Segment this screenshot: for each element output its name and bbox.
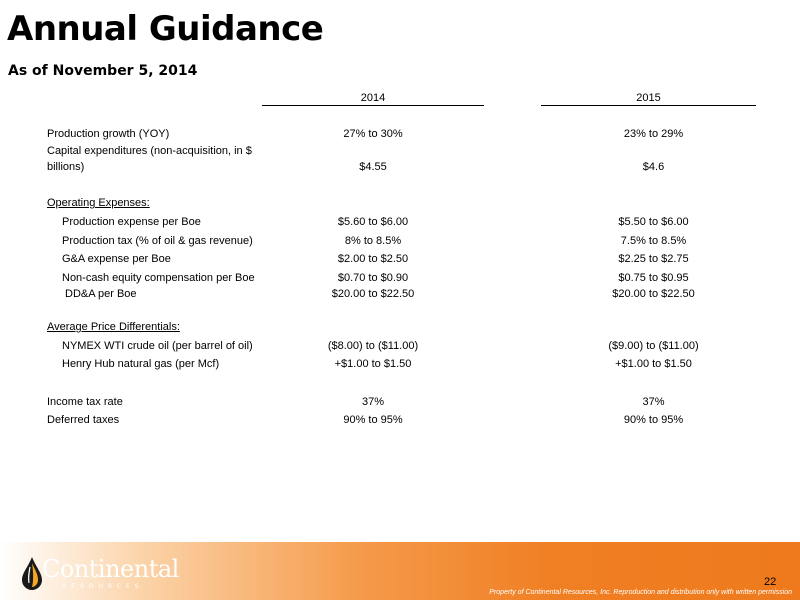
row-label: Production growth (YOY) bbox=[47, 128, 170, 140]
value-2014: ($8.00) to ($11.00) bbox=[327, 340, 419, 352]
row-label-continued: billions) bbox=[47, 161, 85, 173]
value-2015: $0.75 to $0.95 bbox=[618, 272, 689, 284]
value-2014: 27% to 30% bbox=[343, 128, 403, 140]
row-label: Henry Hub natural gas (per Mcf) bbox=[62, 358, 220, 370]
row-label: Capital expenditures (non-acquisition, in $ bbox=[47, 145, 252, 157]
value-2015: 23% to 29% bbox=[623, 128, 684, 140]
row-label: NYMEX WTI crude oil (per barrel of oil) bbox=[62, 340, 253, 352]
value-2014: $0.70 to $0.90 bbox=[337, 272, 409, 284]
value-2015: $4.6 bbox=[642, 161, 665, 173]
page-title: Annual Guidance bbox=[7, 9, 324, 49]
value-2014: $5.60 to $6.00 bbox=[337, 216, 409, 228]
value-2015: 90% to 95% bbox=[623, 414, 684, 426]
value-2015: 7.5% to 8.5% bbox=[620, 235, 687, 247]
row-label: Income tax rate bbox=[47, 396, 123, 408]
value-2014: 37% bbox=[361, 396, 385, 408]
row-label: DD&A per Boe bbox=[65, 288, 137, 300]
column-rule-2014 bbox=[262, 105, 484, 106]
column-header-2015: 2015 bbox=[636, 92, 661, 104]
value-2014: $4.55 bbox=[359, 161, 387, 173]
row-label: Production tax (% of oil & gas revenue) bbox=[62, 235, 253, 247]
value-2014: 90% to 95% bbox=[343, 414, 403, 426]
company-logo-text: Continental bbox=[42, 555, 179, 583]
company-logo-subtext: RESOURCES bbox=[62, 583, 144, 590]
row-label: Production expense per Boe bbox=[62, 216, 201, 228]
row-label: G&A expense per Boe bbox=[62, 253, 171, 265]
page-subtitle: As of November 5, 2014 bbox=[8, 63, 198, 79]
value-2015: $20.00 to $22.50 bbox=[612, 288, 695, 300]
value-2014: $2.00 to $2.50 bbox=[337, 253, 409, 265]
property-notice: Property of Continental Resources, Inc. Reproduction and distribution only with written permission bbox=[489, 589, 792, 596]
price-differentials-header: Average Price Differentials: bbox=[47, 321, 180, 333]
value-2014: +$1.00 to $1.50 bbox=[334, 358, 412, 370]
operating-expenses-header: Operating Expenses: bbox=[47, 197, 150, 209]
column-header-2014: 2014 bbox=[360, 92, 386, 104]
value-2015: 37% bbox=[642, 396, 665, 408]
row-label: Non-cash equity compensation per Boe bbox=[62, 272, 255, 284]
value-2014: 8% to 8.5% bbox=[344, 235, 402, 247]
row-label: Deferred taxes bbox=[47, 414, 120, 426]
value-2015: $5.50 to $6.00 bbox=[618, 216, 689, 228]
value-2015: $2.25 to $2.75 bbox=[618, 253, 689, 265]
column-rule-2015 bbox=[541, 105, 756, 106]
value-2014: $20.00 to $22.50 bbox=[331, 288, 415, 300]
page-number: 22 bbox=[764, 576, 777, 588]
value-2015: ($9.00) to ($11.00) bbox=[608, 340, 699, 352]
value-2015: +$1.00 to $1.50 bbox=[615, 358, 692, 370]
